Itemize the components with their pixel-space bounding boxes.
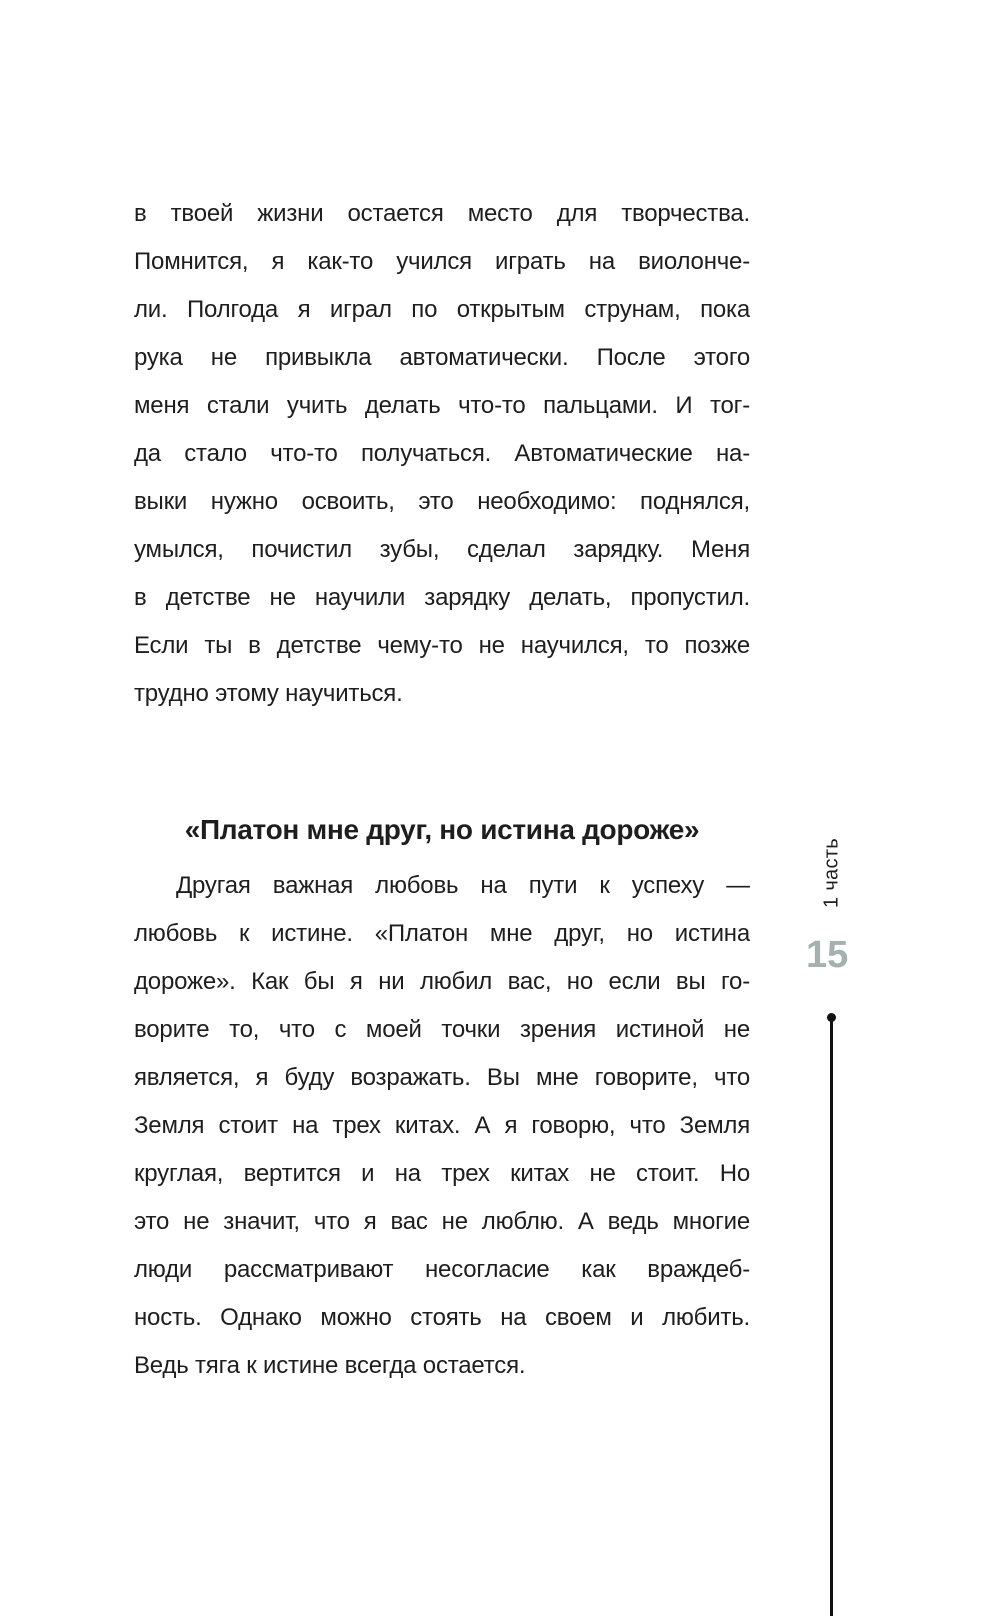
text-line: это не значит, что я вас не люблю. А ведь многие — [134, 1208, 750, 1235]
text-line: Другая важная любовь на пути к успеху — — [176, 872, 750, 899]
text-line: в твоей жизни остается место для творчества. — [134, 200, 750, 227]
text-line: умылся, почистил зубы, сделал зарядку. Меня — [134, 536, 750, 563]
section-heading: «Платон мне друг, но истина дороже» — [184, 814, 700, 845]
paragraph-continuation — [134, 190, 750, 718]
text-line: в детстве не научили зарядку делать, пропустил. — [134, 584, 750, 611]
text-line: люди рассматривают несогласие как враждеб- — [134, 1256, 750, 1283]
text-line: трудно этому научиться. — [134, 680, 403, 707]
text-line: любовь к истине. «Платон мне друг, но истина — [134, 920, 750, 947]
text-line: Земля стоит на трех китах. А я говорю, что Земля — [134, 1112, 750, 1139]
text-line: Помнится, я как-то учился играть на виолонче- — [134, 248, 750, 275]
chapter-rule-line — [830, 1018, 833, 1616]
text-line: круглая, вертится и на трех китах не стоит. Но — [134, 1160, 750, 1187]
page-text-column — [134, 190, 750, 1390]
text-line: дороже». Как бы я ни любил вас, но если вы го- — [134, 968, 750, 995]
text-line: выки нужно освоить, это необходимо: поднялся, — [134, 488, 750, 515]
text-line: рука не привыкла автоматически. После этого — [134, 344, 750, 371]
paragraph-body — [134, 862, 750, 1390]
text-line: Если ты в детстве чему-то не научился, то позже — [134, 632, 750, 659]
text-line: да стало что-то получаться. Автоматические на- — [134, 440, 750, 467]
page-number: 15 — [806, 934, 849, 976]
part-label: 1 часть — [820, 838, 843, 908]
text-line: меня стали учить делать что-то пальцами. И тог- — [134, 392, 750, 419]
text-line: ли. Полгода я играл по открытым струнам, пока — [134, 296, 750, 323]
text-line: является, я буду возражать. Вы мне говорите, что — [134, 1064, 750, 1091]
text-line: ворите то, что с моей точки зрения истиной не — [134, 1016, 750, 1043]
text-line: ность. Однако можно стоять на своем и любить. — [134, 1304, 750, 1331]
text-line: Ведь тяга к истине всегда остается. — [134, 1352, 526, 1379]
